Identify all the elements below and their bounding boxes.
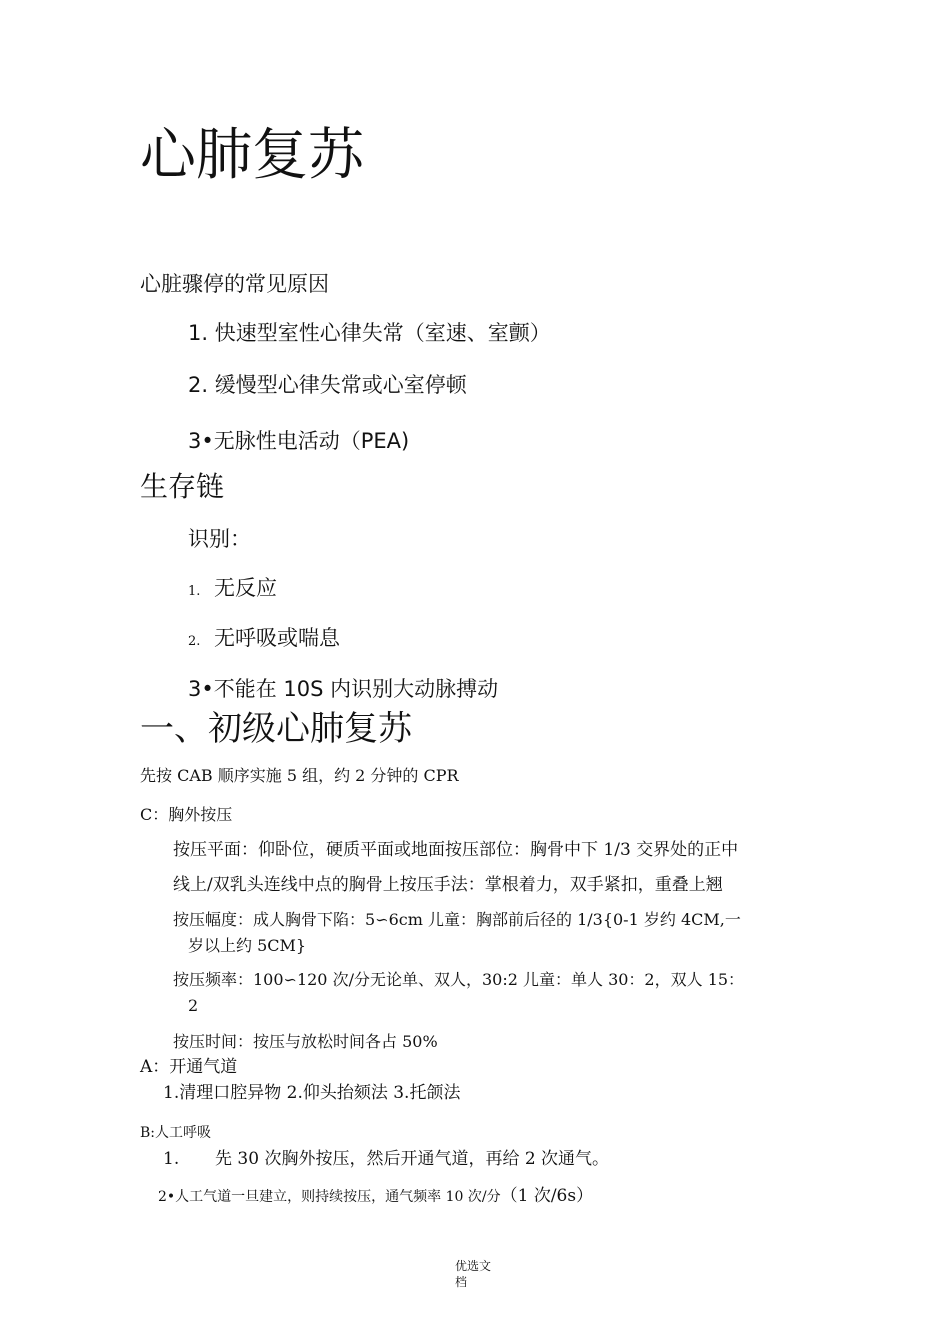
c-line-2: 线上/双乳头连线中点的胸骨上按压手法：掌根着力，双手紧扣，重叠上翘	[173, 875, 723, 895]
chain-item-3: 3•不能在 10S 内识别大动脉搏动	[188, 677, 499, 701]
recognition-label: 识别：	[188, 527, 251, 551]
c-line-6: 2	[188, 996, 199, 1015]
footer-line-1: 优选文	[455, 1259, 492, 1273]
basic-cpr-intro: 先按 CAB 顺序实施 5 组，约 2 分钟的 CPR	[140, 766, 459, 785]
chain-item-2-num: 2.	[188, 634, 201, 649]
b-item-2-suffix: （1 次/6s）	[500, 1186, 594, 1206]
chain-item-2-text: 无呼吸或喘息	[214, 626, 340, 650]
cause-item-3: 3•无脉性电活动（PEA)	[188, 429, 410, 453]
b-item-2-prefix: 2•人工气道一旦建立，则持续按压，通气频率 10 次/分	[158, 1189, 501, 1205]
a-line: 1.清理口腔异物 2.仰头抬颏法 3.托颌法	[163, 1083, 461, 1103]
cause-item-1: 1. 快速型室性心律失常（室速、室颤）	[188, 321, 551, 345]
chain-item-1-num: 1.	[188, 584, 201, 599]
c-line-3: 按压幅度：成人胸骨下陷：5∽6cm 儿童：胸部前后径的 1/3{0-1 岁约 4CM,一	[173, 910, 741, 929]
b-item-2	[158, 1186, 593, 1206]
footer-line-2: 档	[455, 1275, 468, 1289]
a-label: A：开通气道	[140, 1057, 238, 1077]
c-line-1: 按压平面：仰卧位，硬质平面或地面按压部位：胸骨中下 1/3 交界处的正中	[173, 840, 739, 860]
c-line-7: 按压时间：按压与放松时间各占 50%	[173, 1032, 438, 1051]
document-title: 心肺复苏	[140, 123, 364, 188]
chain-item-2	[188, 626, 340, 651]
causes-heading: 心脏骤停的常见原因	[140, 272, 329, 296]
b-item-1-num: 1.	[163, 1149, 180, 1169]
chain-item-1-text: 无反应	[214, 576, 277, 600]
chain-item-1	[188, 576, 277, 601]
c-line-4: 岁以上约 5CM}	[188, 936, 307, 955]
c-line-5: 按压频率：100∽120 次/分无论单、双人，30:2 儿童：单人 30：2，双人 15：	[173, 970, 745, 989]
b-label: B:人工呼吸	[140, 1125, 212, 1141]
chain-heading: 生存链	[140, 470, 225, 503]
cause-item-2: 2. 缓慢型心律失常或心室停顿	[188, 373, 467, 397]
b-item-1-text: 先 30 次胸外按压，然后开通气道，再给 2 次通气。	[215, 1149, 610, 1169]
c-label: C：胸外按压	[140, 805, 233, 824]
basic-cpr-heading: 一、初级心肺复苏	[140, 709, 412, 749]
b-item-1	[163, 1149, 609, 1169]
